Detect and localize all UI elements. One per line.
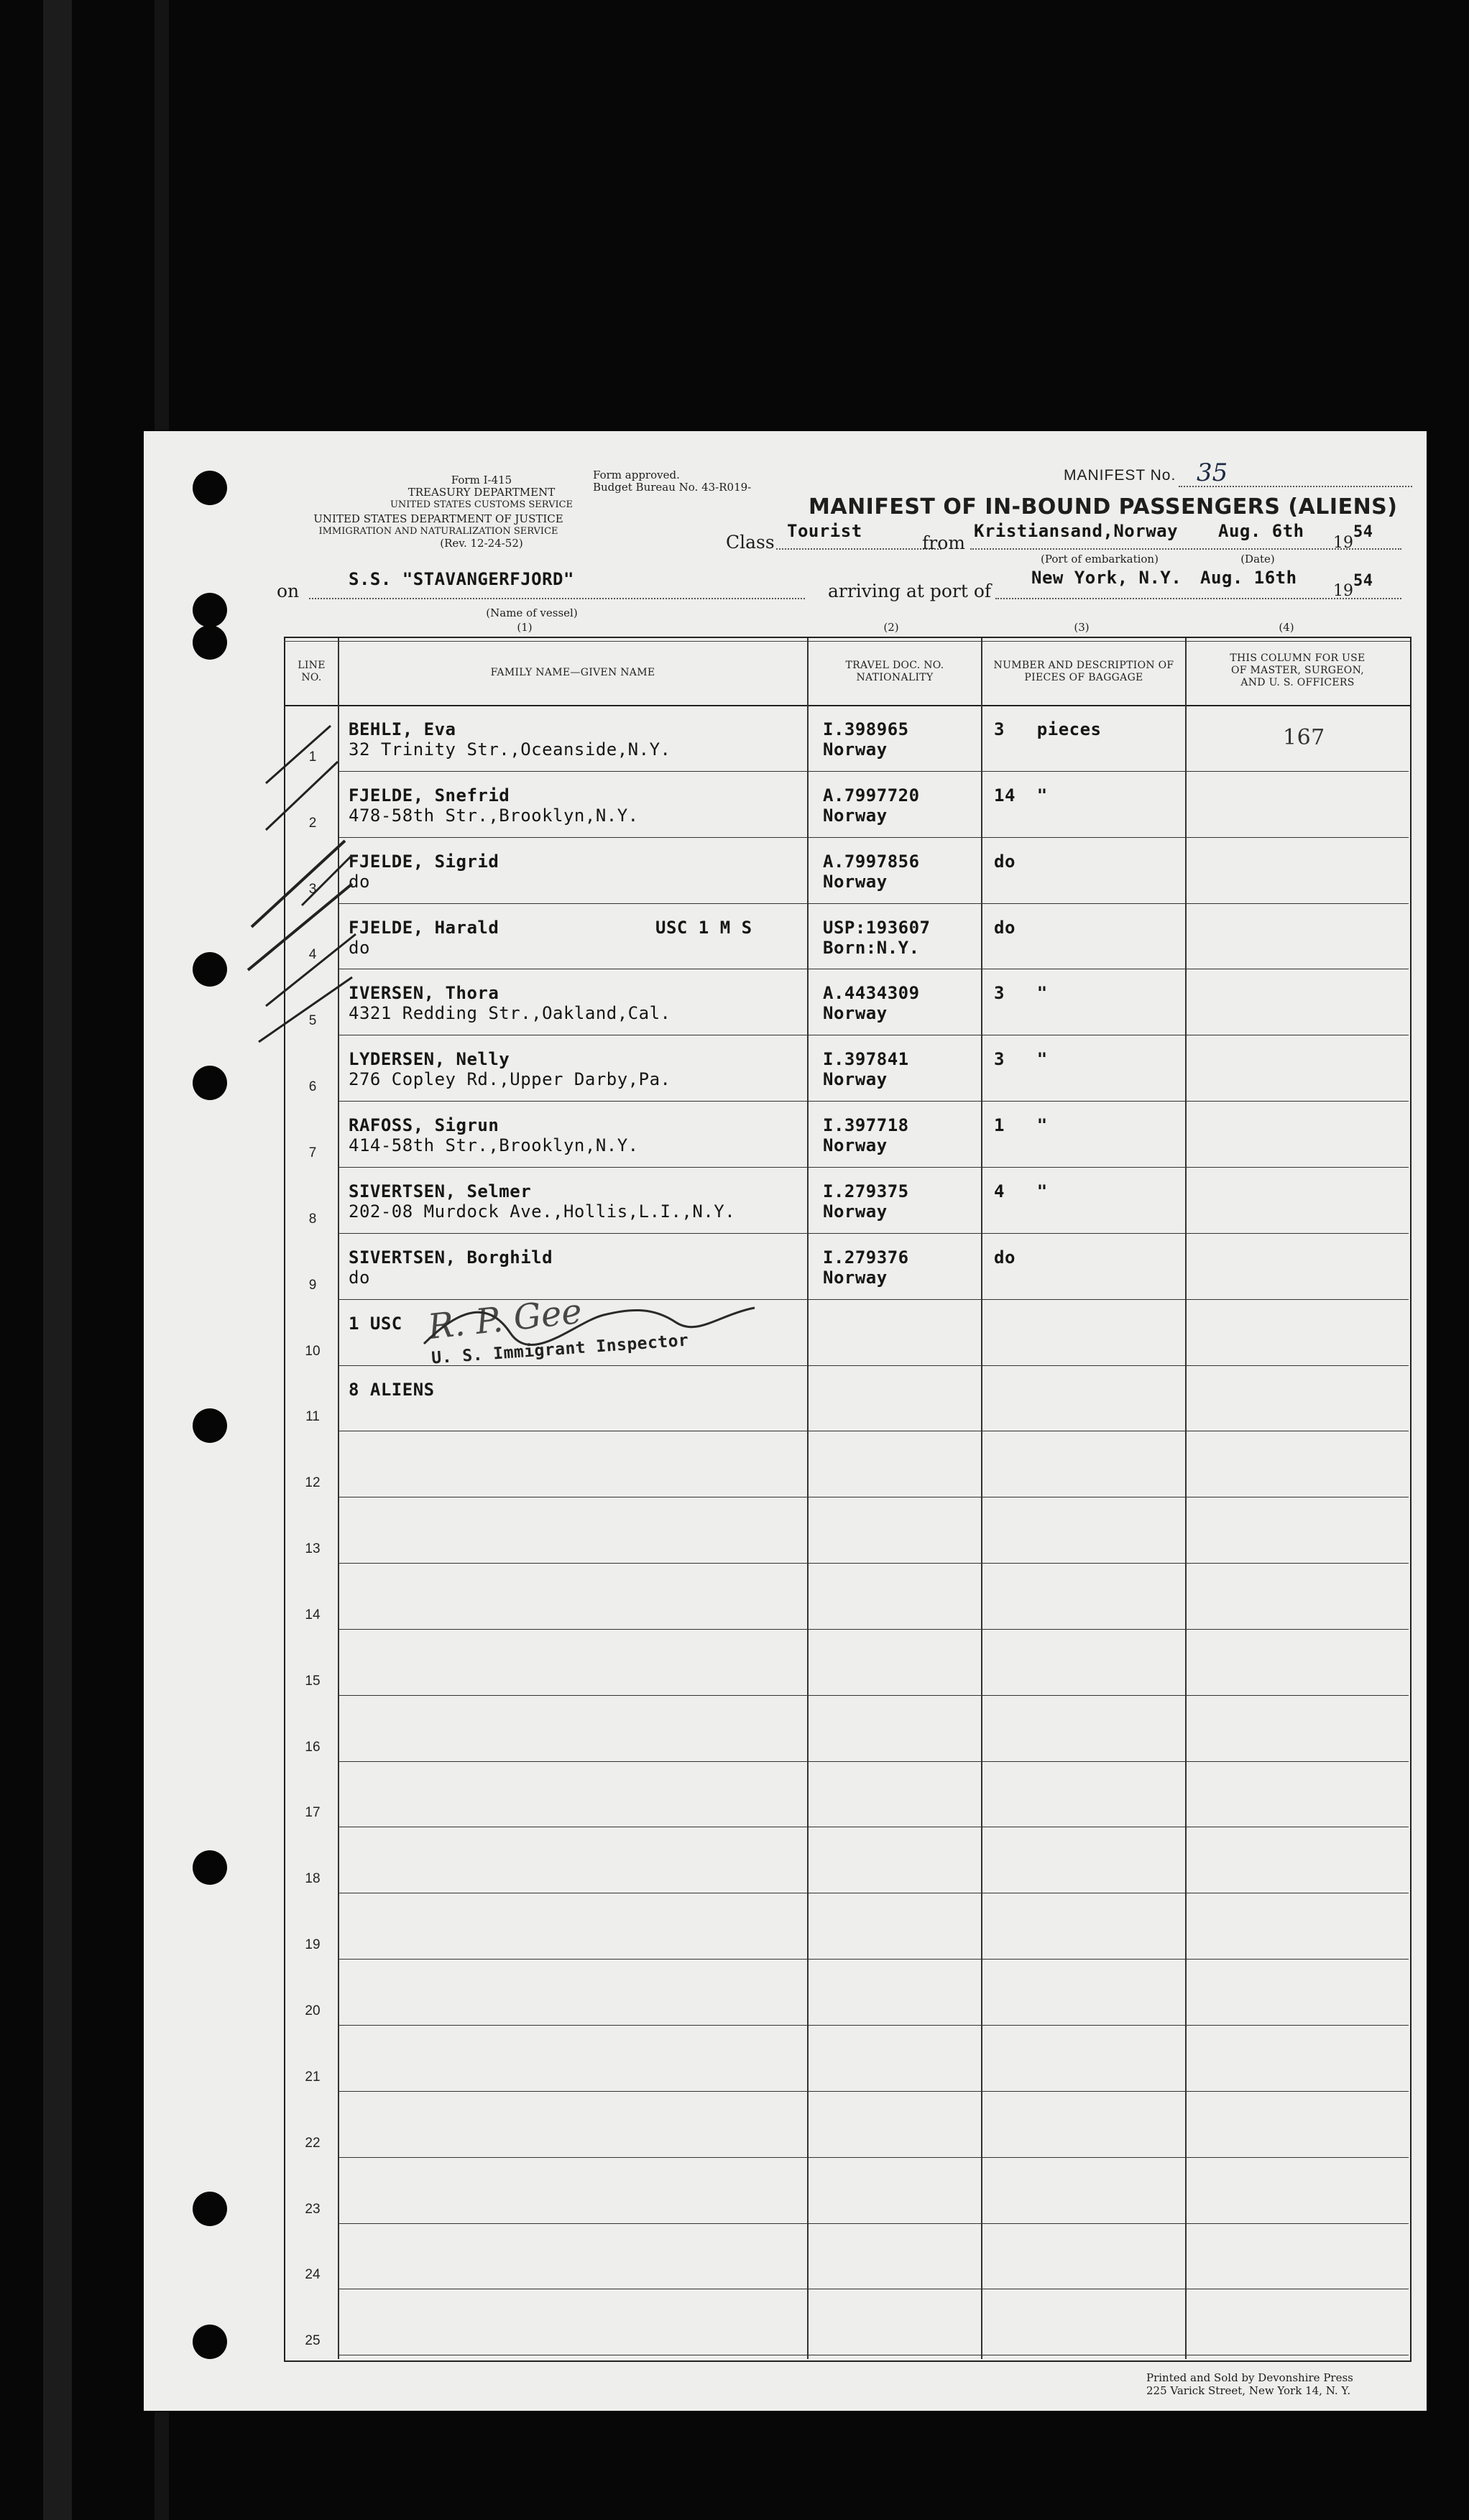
form-number: Form I-415 [451, 474, 512, 486]
manifest-no-value: 35 [1197, 458, 1228, 487]
line-number: 19 [305, 1937, 321, 1953]
row-rule [338, 1761, 1409, 1762]
baggage: 4 " [994, 1181, 1048, 1201]
signature-scrawl [417, 1293, 762, 1358]
passenger-name: FJELDE, Sigrid [349, 851, 499, 872]
vessel-line [309, 598, 805, 599]
date-of-embarkation: Aug. 6th [1218, 521, 1304, 541]
travel-doc-no: I.398965 [823, 719, 909, 739]
passenger-address: 202-08 Murdock Ave.,Hollis,L.I.,N.Y. [349, 1201, 736, 1222]
punch-hole [193, 471, 227, 505]
punch-hole [193, 2325, 227, 2359]
col-header-travel-doc: TRAVEL DOC. NO. NATIONALITY [845, 660, 944, 683]
passenger-address: do [349, 871, 370, 892]
date-caption: (Date) [1240, 553, 1275, 566]
line-number: 8 [308, 1211, 317, 1227]
nationality: Norway [823, 805, 888, 826]
citizenship-note: USC 1 M S [655, 917, 752, 938]
passenger-name: BEHLI, Eva [349, 719, 456, 739]
travel-doc-no: A.4434309 [823, 983, 920, 1004]
passenger-name: LYDERSEN, Nelly [349, 1049, 510, 1070]
baggage: 3 " [994, 1049, 1048, 1070]
officer-note: 167 [1283, 725, 1325, 750]
nationality: Norway [823, 1135, 888, 1156]
manifest-no-label: MANIFEST No. [1064, 467, 1176, 484]
col-rule-3 [981, 638, 982, 2359]
year-prefix: 19 [1333, 534, 1353, 552]
row-rule [338, 1563, 1409, 1564]
passenger-address: 32 Trinity Str.,Oceanside,N.Y. [349, 739, 671, 760]
row-rule [338, 903, 1409, 904]
row-rule [338, 1959, 1409, 1960]
class-line [776, 548, 941, 550]
port-of-arrival: New York, N.Y. [1031, 568, 1182, 588]
line-number: 6 [308, 1079, 317, 1095]
check-marks [237, 704, 381, 1063]
nationality: Norway [823, 739, 888, 760]
ins-service: IMMIGRATION AND NATURALIZATION SERVICE [318, 526, 558, 537]
travel-doc-no: USP:193607 [823, 917, 931, 938]
class-label: Class [726, 532, 775, 553]
line-number: 21 [305, 2069, 321, 2085]
row-rule [338, 837, 1409, 838]
row-rule [338, 2157, 1409, 2158]
baggage: 3 " [994, 983, 1048, 1004]
nationality: Norway [823, 1267, 888, 1288]
baggage: do [994, 1247, 1016, 1268]
passenger-address: 4321 Redding Str.,Oakland,Cal. [349, 1003, 671, 1024]
row-rule [338, 1365, 1409, 1366]
inspector-signature: R. P. Gee [425, 1291, 584, 1348]
passenger-name: 8 ALIENS [349, 1379, 435, 1400]
line-number: 10 [305, 1343, 321, 1359]
from-label: from [922, 532, 965, 553]
line-number: 13 [305, 1541, 321, 1557]
arriving-label: arriving at port of [828, 581, 992, 601]
row-rule [338, 1167, 1409, 1168]
line-number: 25 [305, 2333, 321, 2349]
printer-credit-1: Printed and Sold by Devonshire Press [1146, 2371, 1353, 2384]
vessel-caption: (Name of vessel) [486, 606, 578, 619]
passenger-name: 1 USC [349, 1313, 402, 1334]
form-approved: Form approved. [593, 469, 680, 481]
punch-hole [193, 593, 227, 627]
row-rule [338, 1695, 1409, 1696]
passenger-address: 478-58th Str.,Brooklyn,N.Y. [349, 805, 639, 826]
nationality: Norway [823, 1003, 888, 1024]
punch-hole [193, 2192, 227, 2226]
line-number: 11 [305, 1409, 320, 1425]
passenger-address: 414-58th Str.,Brooklyn,N.Y. [349, 1135, 639, 1156]
line-number: 12 [305, 1475, 321, 1491]
nationality: Norway [823, 871, 888, 892]
budget-bureau-no: Budget Bureau No. 43-R019- [593, 481, 752, 494]
travel-doc-no: I.397718 [823, 1115, 909, 1136]
passenger-name: SIVERTSEN, Selmer [349, 1181, 532, 1201]
header-top-rule [284, 641, 1410, 642]
row-rule [338, 771, 1409, 772]
nationality: Born:N.Y. [823, 937, 920, 958]
row-rule [338, 2223, 1409, 2224]
date-of-arrival: Aug. 16th [1200, 568, 1297, 588]
punch-hole [193, 1066, 227, 1100]
passenger-name: SIVERTSEN, Borghild [349, 1247, 553, 1268]
line-number: 23 [305, 2201, 321, 2217]
punch-hole [193, 625, 227, 660]
passenger-name: FJELDE, Harald [349, 917, 499, 938]
line-number: 3 [308, 881, 317, 897]
manifest-page [144, 431, 1427, 2411]
row-rule [338, 1629, 1409, 1630]
line-number: 2 [308, 815, 317, 831]
travel-doc-no: A.7997720 [823, 785, 920, 806]
baggage: 1 " [994, 1115, 1048, 1136]
line-number: 24 [305, 2267, 321, 2283]
passenger-address: do [349, 1267, 370, 1288]
row-rule [338, 1101, 1409, 1102]
col-rule-4 [1185, 638, 1187, 2359]
col-header-line-no: LINE NO. [298, 660, 326, 683]
justice-dept: UNITED STATES DEPARTMENT OF JUSTICE [313, 512, 563, 525]
class-value: Tourist [787, 521, 862, 541]
col-number-3: (3) [1074, 621, 1090, 634]
col-header-officers: THIS COLUMN FOR USE OF MASTER, SURGEON, AND U. S. OFFICERS [1230, 652, 1366, 688]
line-number: 4 [308, 947, 317, 963]
row-rule [338, 1233, 1409, 1234]
passenger-name: IVERSEN, Thora [349, 983, 499, 1004]
line-number: 20 [305, 2003, 321, 2018]
manifest-title: MANIFEST OF IN-BOUND PASSENGERS (ALIENS) [809, 494, 1398, 520]
passenger-address: do [349, 937, 370, 958]
punch-hole [193, 952, 227, 987]
passenger-name: FJELDE, Snefrid [349, 785, 510, 806]
customs-service: UNITED STATES CUSTOMS SERVICE [390, 499, 574, 510]
col-number-1: (1) [517, 621, 533, 634]
line-number: 14 [305, 1607, 321, 1623]
travel-doc-no: I.397841 [823, 1049, 909, 1070]
travel-doc-no: I.279375 [823, 1181, 909, 1201]
baggage: 14 " [994, 785, 1048, 806]
line-number: 1 [308, 749, 317, 765]
punch-hole [193, 1408, 227, 1443]
inspector-stamp: U. S. Immigrant Inspector [430, 1331, 690, 1368]
col-header-name: FAMILY NAME—GIVEN NAME [490, 667, 655, 678]
port-of-embarkation: Kristiansand,Norway [974, 521, 1179, 541]
line-number: 7 [308, 1145, 317, 1160]
on-label: on [277, 581, 300, 601]
year-arrival: 54 [1353, 572, 1373, 590]
line-number: 22 [305, 2135, 321, 2151]
year-embark: 54 [1353, 523, 1373, 541]
col-number-4: (4) [1279, 621, 1294, 634]
row-rule [338, 2091, 1409, 2092]
col-rule-2 [807, 638, 809, 2359]
row-rule [338, 2025, 1409, 2026]
col-header-baggage: NUMBER AND DESCRIPTION OF PIECES OF BAGGAGE [993, 660, 1174, 683]
col-number-2: (2) [883, 621, 899, 634]
vessel-name: S.S. "STAVANGERFJORD" [349, 569, 574, 589]
film-edge-stripe [43, 0, 72, 2520]
year-prefix-2: 19 [1333, 582, 1353, 600]
baggage: do [994, 851, 1016, 872]
baggage: 3 pieces [994, 719, 1102, 739]
line-number: 17 [305, 1805, 321, 1821]
port-embark-caption: (Port of embarkation) [1041, 553, 1159, 566]
line-number: 16 [305, 1739, 321, 1755]
line-number: 5 [308, 1013, 317, 1029]
line-number: 15 [305, 1673, 321, 1689]
printer-credit-2: 225 Varick Street, New York 14, N. Y. [1146, 2384, 1351, 2397]
header-bottom-rule [284, 705, 1410, 706]
travel-doc-no: A.7997856 [823, 851, 920, 872]
line-number: 9 [308, 1277, 317, 1293]
nationality: Norway [823, 1069, 888, 1090]
baggage: do [994, 917, 1016, 938]
passenger-name: RAFOSS, Sigrun [349, 1115, 499, 1136]
line-number: 18 [305, 1871, 321, 1887]
travel-doc-no: I.279376 [823, 1247, 909, 1268]
nationality: Norway [823, 1201, 888, 1222]
treasury-dept: TREASURY DEPARTMENT [407, 486, 556, 499]
form-revision: (Rev. 12-24-52) [440, 537, 523, 550]
passenger-address: 276 Copley Rd.,Upper Darby,Pa. [349, 1069, 671, 1090]
punch-hole [193, 1850, 227, 1885]
manifest-table [284, 637, 1412, 2362]
